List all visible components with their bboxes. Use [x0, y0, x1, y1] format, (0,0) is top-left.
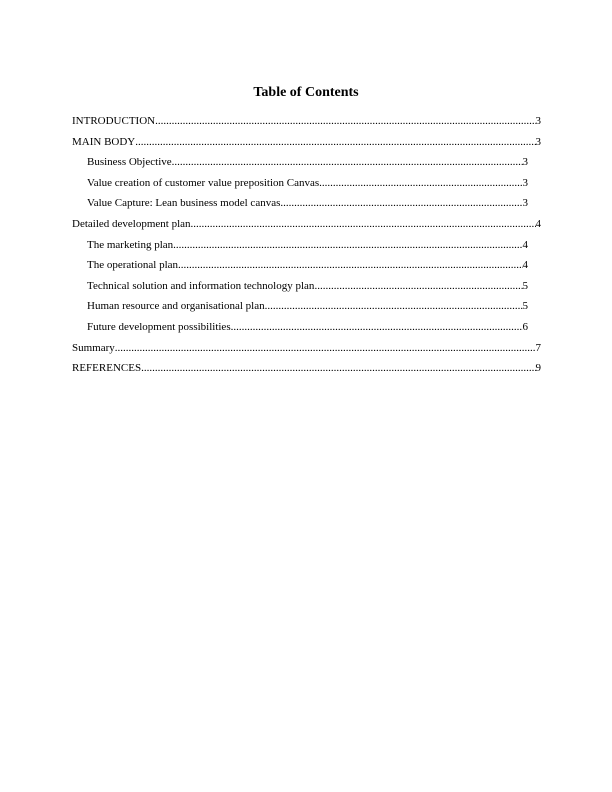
toc-entry-label: Future development possibilities — [87, 320, 231, 333]
toc-entry-main-body[interactable] — [72, 135, 541, 156]
toc-title: Table of Contents — [253, 85, 359, 100]
dot-leader — [141, 361, 535, 375]
toc-entry-page-number: 4 — [522, 238, 528, 251]
toc-entry-page-number: 9 — [535, 362, 541, 375]
toc-entry-label: INTRODUCTION — [72, 115, 156, 127]
toc-entry-page-number: 5 — [522, 279, 528, 292]
toc-entry-future-development[interactable] — [72, 320, 541, 341]
dot-leader — [178, 258, 522, 272]
toc-entry-marketing-plan[interactable] — [72, 238, 541, 259]
toc-entry-label: Summary — [72, 341, 115, 354]
toc-entry-label: The operational plan — [87, 259, 179, 272]
dot-leader — [115, 341, 536, 355]
toc-entry-human-resource[interactable] — [72, 299, 541, 320]
toc-entry-page-number: 3 — [522, 156, 528, 169]
toc-entry-business-objective[interactable] — [72, 155, 541, 176]
toc-entry-page-number: 3 — [535, 135, 541, 148]
toc-entry-label: The marketing plan — [87, 238, 174, 251]
toc-entry-references[interactable] — [72, 361, 541, 382]
toc-entry-label: Value creation of customer value preposition Canvas — [87, 176, 320, 189]
toc-entry-label: Human resource and organisational plan — [87, 300, 265, 313]
dot-leader — [280, 196, 522, 210]
toc-entry-value-capture[interactable] — [72, 196, 541, 217]
toc-entry-page-number: 3 — [522, 197, 528, 210]
dot-leader — [231, 320, 523, 334]
toc-entry-label: Business Objective — [87, 156, 172, 169]
dot-leader — [172, 155, 523, 169]
toc-entry-detailed-development-plan[interactable] — [72, 217, 541, 238]
toc-entry-summary[interactable] — [72, 341, 541, 362]
toc-entry-page-number: 4 — [522, 259, 528, 272]
toc-entry-page-number: 4 — [535, 217, 541, 230]
toc-entry-page-number: 5 — [522, 300, 528, 313]
toc-entry-introduction[interactable] — [72, 114, 541, 135]
toc-entry-page-number: 3 — [522, 176, 528, 189]
toc-entry-label: Value Capture: Lean business model canvas — [87, 197, 281, 210]
table-of-contents — [72, 114, 541, 382]
dot-leader — [319, 176, 522, 190]
toc-entry-label: Detailed development plan — [72, 217, 191, 230]
toc-entry-label: REFERENCES — [72, 362, 142, 375]
dot-leader — [173, 238, 522, 252]
toc-entry-technical-solution[interactable] — [72, 279, 541, 300]
dot-leader — [265, 299, 523, 313]
toc-entry-value-creation[interactable] — [72, 176, 541, 197]
dot-leader — [155, 114, 535, 128]
dot-leader — [135, 135, 535, 149]
toc-entry-page-number: 7 — [535, 341, 541, 354]
toc-entry-label: MAIN BODY — [72, 135, 136, 148]
toc-entry-page-number: 6 — [522, 320, 528, 333]
dot-leader — [314, 279, 522, 293]
toc-entry-operational-plan[interactable] — [72, 258, 541, 279]
dot-leader — [191, 217, 536, 231]
toc-entry-page-number: 3 — [535, 115, 541, 127]
toc-entry-label: Technical solution and information technology plan — [87, 279, 315, 292]
